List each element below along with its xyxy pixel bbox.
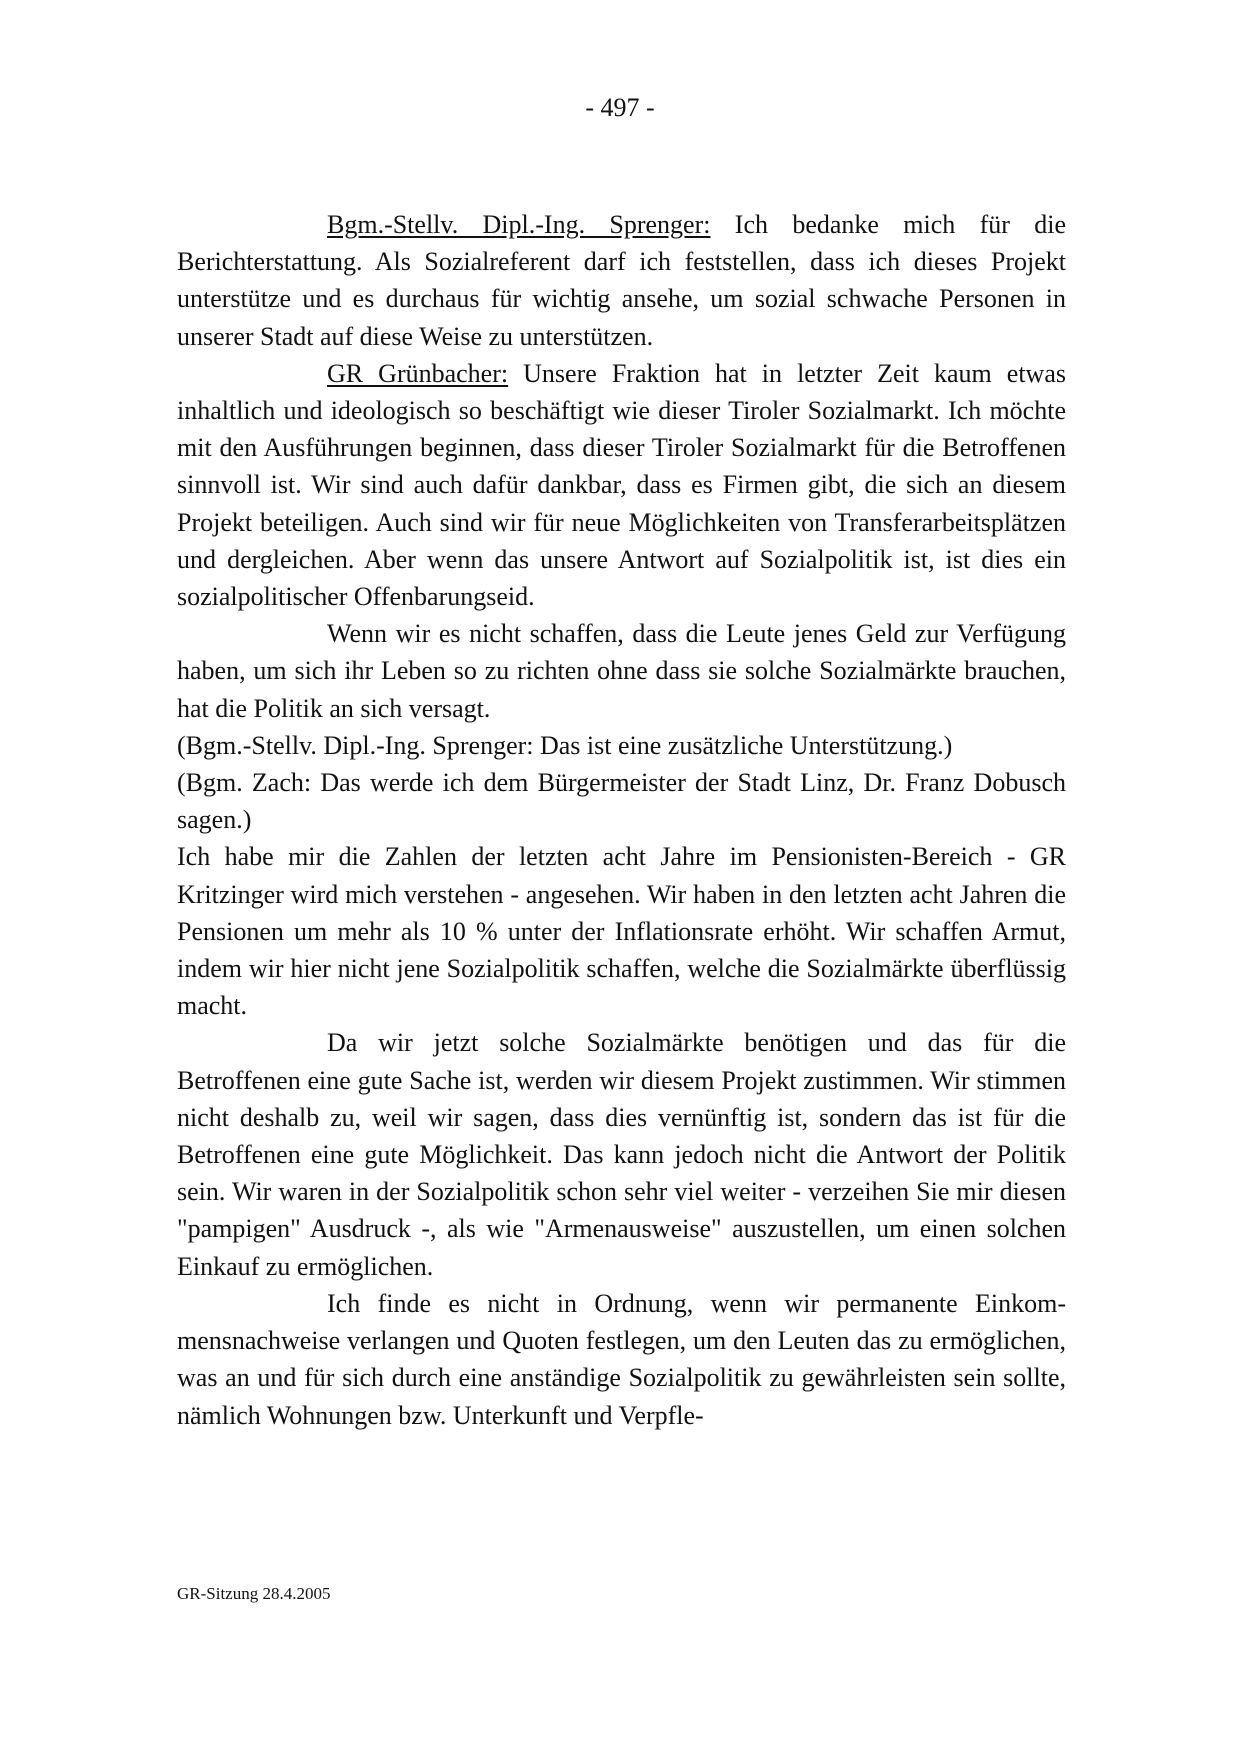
speaker-name: Bgm.-Stellv. Dipl.-Ing. Sprenger: (327, 210, 711, 239)
paragraph-sprenger (177, 206, 1066, 355)
speaker-name: GR Grünbacher: (327, 358, 509, 388)
page-number: - 497 - (585, 93, 655, 122)
footer-session-label: GR-Sitzung 28.4.2005 (177, 1584, 331, 1603)
paragraph-text: Wenn wir es nicht schaffen, dass die Leute jenes Geld zur Verfügung haben, um sich ihr Leben so zu richten ohne dass sie solche Sozialmärkte brauchen, hat die Politik an sich versagt. (177, 619, 1066, 723)
paragraph-text: Ich bedanke mich für die Berichterstattung. Als Sozialreferent darf ich feststellen, dass ich dieses Projekt unterstütze und es durchaus für wichtig ansehe, um sozial schwache Personen in unserer Stadt auf diese Weise zu unterstützen. (177, 210, 1066, 351)
paragraph-text: Unsere Fraktion hat in letzter Zeit kaum etwas inhaltlich und ideologisch so beschäftigt wie dieser Tiroler Sozialmarkt. Ich möchte mit den Ausführungen beginnen, dass dieser Tiroler Sozialmarkt für die Betroffenen sinnvoll ist. Wir sind auch dafür dankbar, dass es Firmen gibt, die sich an diesem Projekt beteiligen. Auch sind wir für neue Möglichkeiten von Transferarbeitsplätzen und dergleichen. Aber wenn das unsere Antwort auf Sozialpolitik ist, ist dies ein sozialpolitischer Offenbarungseid. (177, 358, 1066, 612)
document-body (177, 206, 1066, 1434)
paragraph-text: Da wir jetzt solche Sozialmärkte benötigen und das für die Betroffenen eine gute Sache ist, werden wir diesem Projekt zustimmen. Wir stimmen nicht deshalb zu, weil wir sagen, dass dies vernünftig ist, sondern das ist für die Betroffenen eine gute Möglichkeit. Das kann jedoch nicht die Antwort der Politik sein. Wir waren in der Sozialpolitik schon sehr viel weiter - verzeihen Sie mir diesen "pampigen" Ausdruck -, als wie "Armenausweise" auszustellen, um einen solchen Einkauf zu ermöglichen. (177, 1028, 1066, 1281)
paragraph-text: Ich finde es nicht in Ordnung, wenn wir permanente Einkommensnachweise verlangen und Quoten festlegen, um den Leuten das zu ermöglichen, was an und für sich durch eine anständige Sozialpolitik zu gewährleisten sein sollte, nämlich Wohnungen bzw. Unterkunft und Verpfle- (177, 1288, 1066, 1430)
paragraph-text: Ich habe mir die Zahlen der letzten acht Jahre im Pensionisten-Bereich - GR Kritzinger wird mich verstehen - angesehen. Wir haben in den letzten acht Jahren die Pensionen um mehr als 10 % unter der Inflationsrate erhöht. Wir schaffen Armut, indem wir hier nicht jene Sozialpolitik schaffen, welche die Sozialmärkte überflüssig macht. (177, 842, 1066, 1021)
interjection-zach: (Bgm. Zach: Das werde ich dem Bürgermeister der Stadt Linz, Dr. Franz Dobusch sagen.) (177, 768, 1066, 835)
paragraph-gruenbacher (177, 355, 1066, 615)
interjection-sprenger: (Bgm.-Stellv. Dipl.-Ing. Sprenger: Das ist eine zusätzliche Unterstützung.) (177, 730, 953, 760)
